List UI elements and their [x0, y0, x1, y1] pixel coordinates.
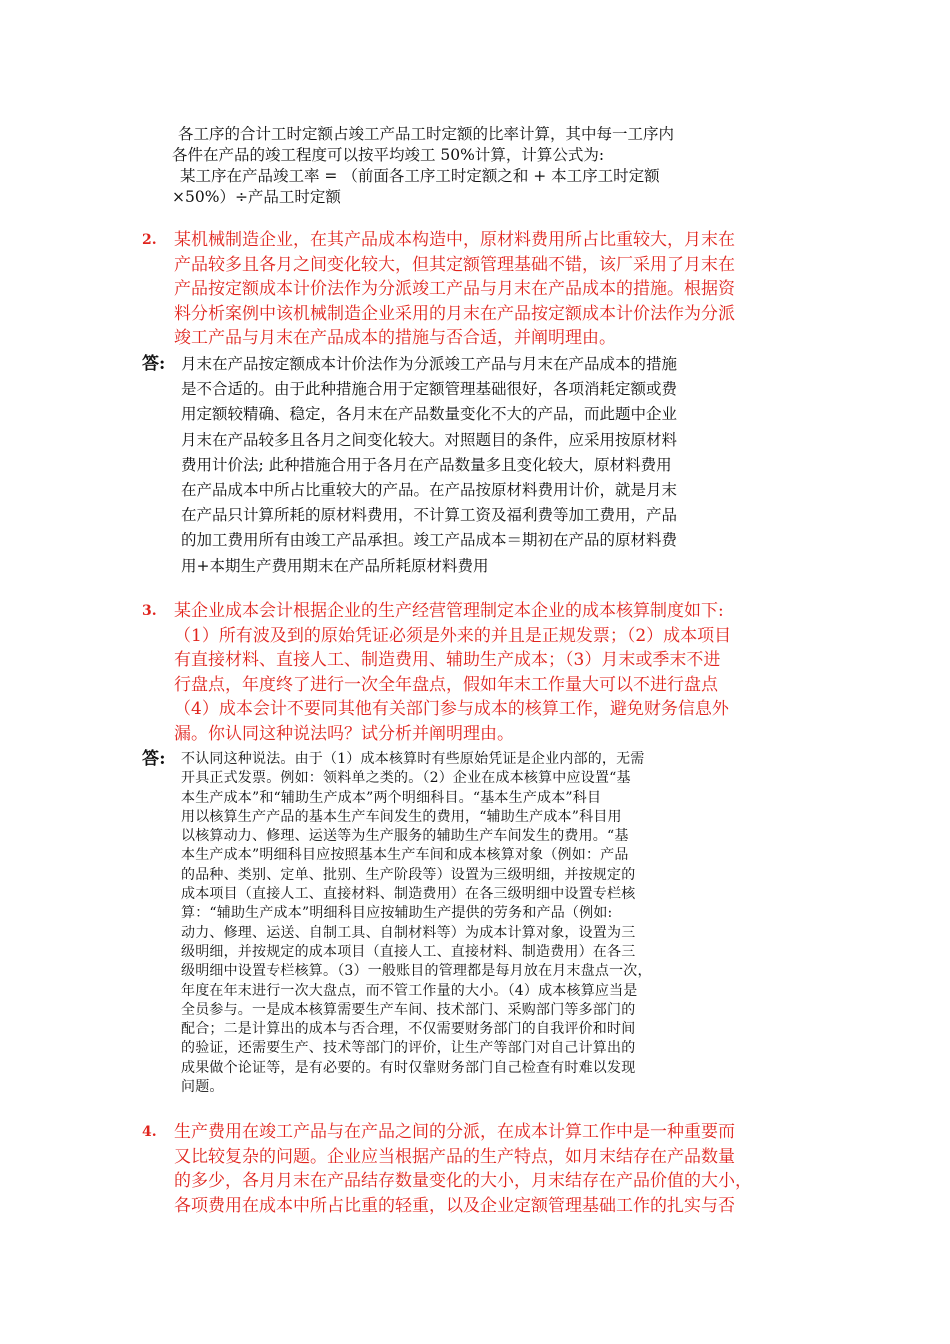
question-line: 产品较多且各月之间变化较大，但其定额管理基础不错，该厂采用了月末在	[174, 254, 735, 275]
question-number: 3.	[142, 603, 157, 619]
answer-line: 以核算动力、修理、运送等为生产服务的辅助生产车间发生的费用。“基	[181, 828, 629, 845]
answer-line: 月末在产品较多且各月之间变化较大。对照题目的条件，应采用按原材料	[181, 430, 678, 449]
intro-line: 各件在产品的竣工程度可以按平均竣工 50%计算，计算公式为:	[172, 146, 605, 164]
answer-line: 问题。	[181, 1079, 224, 1096]
question-line: 又比较复杂的问题。企业应当根据产品的生产特点，如月末结存在产品数量	[174, 1146, 735, 1167]
question-line: 生产费用在竣工产品与在产品之间的分派，在成本计算工作中是一种重要而	[174, 1122, 735, 1142]
answer-line: 用+本期生产费用期末在产品所耗原材料费用	[181, 556, 489, 575]
answer-line: 年度在年末进行一次大盘点，而不管工作量的大小。（4）成本核算应当是	[181, 982, 638, 999]
answer-label: 答:	[142, 354, 166, 374]
question-4	[142, 1120, 822, 1218]
intro-line: ×50%）÷产品工时定额	[172, 188, 341, 206]
answer-line: 配合；二是计算出的成本与否合理，不仅需要财务部门的自我评价和时间	[181, 1021, 636, 1038]
question-line: （1）所有波及到的原始凭证必须是外来的并且是正规发票；（2）成本项目	[174, 625, 732, 646]
intro-paragraph	[172, 124, 812, 208]
answer-line: 成果做个论证等，是有必要的。有时仅靠财务部门自己检查有时难以发现	[181, 1059, 636, 1076]
answer-line: 用定额较精确、稳定，各月末在产品数量变化不大的产品，而此题中企业	[181, 405, 678, 424]
question-line: 有直接材料、直接人工、制造费用、辅助生产成本；（3）月末或季末不进	[174, 650, 721, 670]
intro-line: 某工序在产品竣工率 = （前面各工序工时定额之和 + 本工序工时定额	[180, 167, 660, 185]
answer-line: 的品种、类别、定单、批别、生产阶段等）设置为三级明细，并按规定的	[181, 866, 636, 883]
question-line: 产品按定额成本计价法作为分派竣工产品与月末在产品成本的措施。根据资	[174, 279, 735, 299]
question-line: 料分析案例中该机械制造企业采用的月末在产品按定额成本计价法作为分派	[174, 303, 735, 324]
question-line: 某企业成本会计根据企业的生产经营管理制定本企业的成本核算制度如下:	[174, 601, 724, 621]
question-line: 行盘点，年度终了进行一次全年盘点，假如年末工作量大可以不进行盘点	[174, 674, 718, 695]
question-3	[142, 599, 822, 746]
question-number: 2.	[142, 232, 157, 248]
answer-line: 的验证，还需要生产、技术等部门的评价，让生产等部门对自己计算出的	[181, 1040, 636, 1057]
answer-line: 不认同这种说法。由于（1）成本核算时有些原始凭证是企业内部的，无需	[181, 751, 645, 767]
answer-label: 答:	[142, 749, 166, 769]
answer-line: 是不合适的。由于此种措施合用于定额管理基础很好，各项消耗定额或费	[181, 380, 678, 399]
question-line: 各项费用在成本中所占比重的轻重，以及企业定额管理基础工作的扎实与否	[174, 1195, 735, 1216]
answer-3	[142, 750, 832, 1097]
question-number: 4.	[142, 1124, 157, 1140]
question-line: 竣工产品与月末在产品成本的措施与否合适，并阐明理由。	[174, 328, 616, 348]
answer-line: 在产品只计算所耗的原材料费用，不计算工资及福利费等加工费用，产品	[181, 506, 678, 525]
answer-2	[142, 352, 832, 579]
answer-line: 费用计价法; 此种措施合用于各月在产品数量多且变化较大，原材料费用	[181, 455, 672, 474]
answer-line: 算：“辅助生产成本”明细科目应按辅助生产提供的劳务和产品（例如:	[181, 905, 613, 922]
question-line: （4）成本会计不要同其他有关部门参与成本的核算工作，避免财务信息外	[174, 699, 729, 719]
question-line: 漏。你认同这种说法吗？试分析并阐明理由。	[174, 723, 514, 744]
question-line: 的多少，各月月末在产品结存数量变化的大小，月末结存在产品价值的大小，	[174, 1171, 752, 1191]
answer-line: 动力、修理、运送、自制工具、自制材料等）为成本计算对象，设置为三	[181, 924, 636, 941]
answer-line: 级明细，并按规定的成本项目（直接人工、直接材料、制造费用）在各三	[181, 943, 636, 960]
question-line: 某机械制造企业，在其产品成本构造中，原材料费用所占比重较大，月末在	[174, 230, 735, 250]
intro-line: 各工序的合计工时定额占竣工产品工时定额的比率计算，其中每一工序内	[178, 125, 675, 143]
answer-line: 的加工费用所有由竣工产品承担。竣工产品成本＝期初在产品的原材料费	[181, 531, 678, 550]
answer-line: 用以核算生产产品的基本生产车间发生的费用，“辅助生产成本”科目用	[181, 808, 622, 825]
question-2	[142, 228, 822, 351]
answer-line: 本生产成本”和“辅助生产成本”两个明细科目。“基本生产成本”科目	[181, 789, 602, 806]
answer-line: 月末在产品按定额成本计价法作为分派竣工产品与月末在产品成本的措施	[181, 355, 678, 373]
answer-line: 开具正式发票。例如：领料单之类的。（2）企业在成本核算中应设置“基	[181, 770, 631, 787]
answer-line: 本生产成本”明细科目应按照基本生产车间和成本核算对象（例如：产品	[181, 847, 629, 864]
answer-line: 全员参与。一是成本核算需要生产车间、技术部门、采购部门等多部门的	[181, 1001, 636, 1018]
answer-line: 级明细中设置专栏核算。（3）一般账目的管理都是每月放在月末盘点一次，	[181, 963, 652, 980]
answer-line: 成本项目（直接人工、直接材料、制造费用）在各三级明细中设置专栏核	[181, 886, 636, 903]
answer-line: 在产品成本中所占比重较大的产品。在产品按原材料费用计价，就是月末	[181, 481, 678, 500]
